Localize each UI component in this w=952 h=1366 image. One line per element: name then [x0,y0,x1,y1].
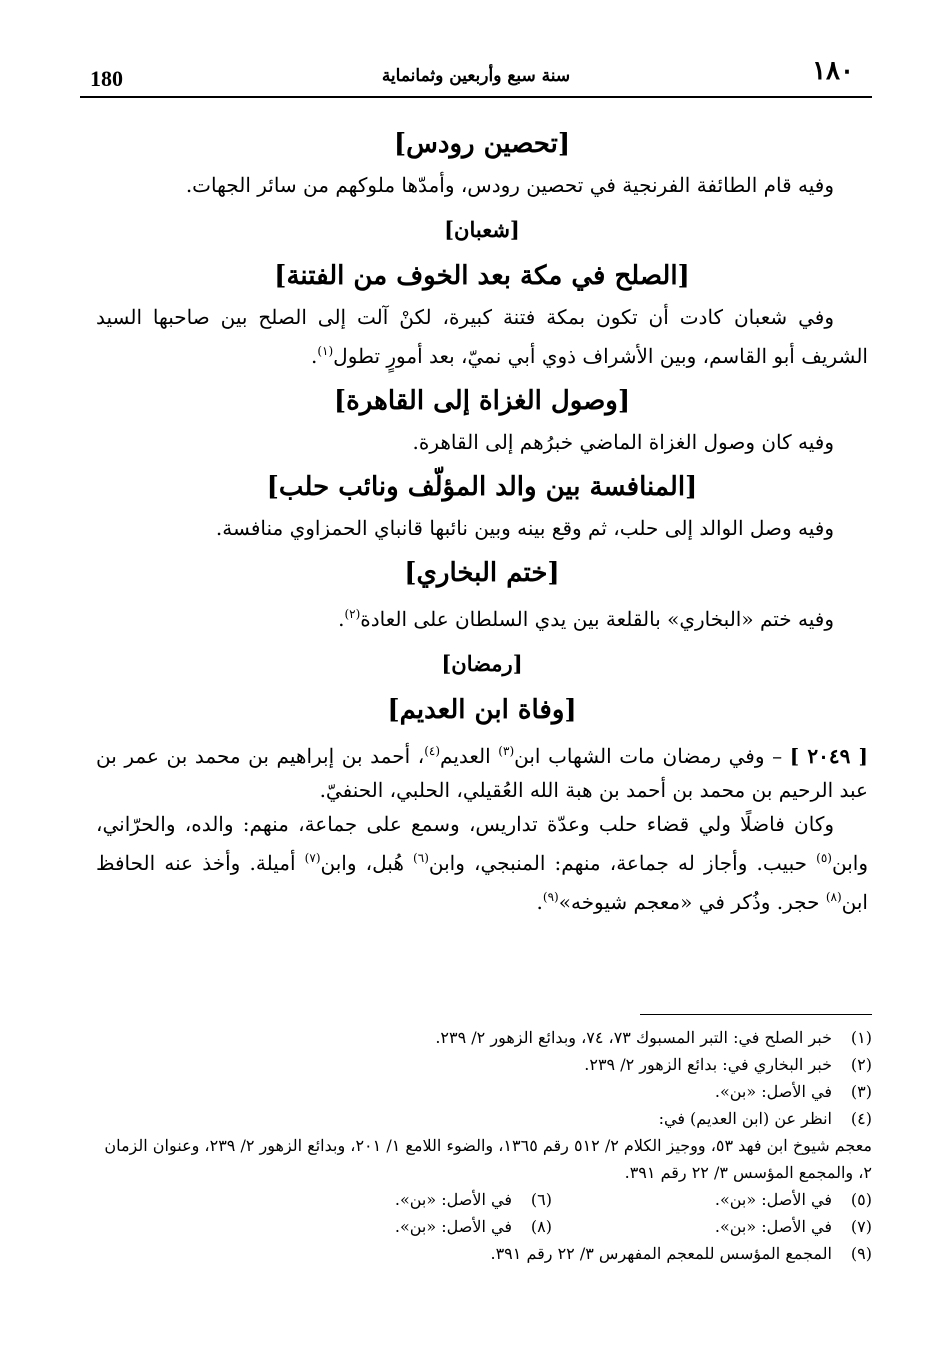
paragraph: وفيه ختم «البخاري» بالقلعة بين يدي السلطان على العادة$^{(٢)}$. [338,607,834,631]
footnote-ref: (١) [317,344,334,358]
section-heading: [ختم البخاري] [404,558,560,588]
footnotes [96,1024,872,1267]
footnote: (٤) انظر عن (ابن العديم) في: [658,1109,872,1128]
paragraph: وفيه وصل الوالد إلى حلب، ثم وقع بينه وبين نائبها قانباي الحمزاوي منافسة. [215,516,834,540]
section-heading: [الصلح في مكة بعد الخوف من الفتنة] [274,261,690,291]
footnote: (٨) في الأصل: «بن». [394,1217,552,1236]
footnote: (٧) في الأصل: «بن». [714,1217,872,1236]
section-heading: [تحصين رودس] [393,129,571,159]
footnote-ref: (٤) [424,744,441,758]
footnote-pair [96,1186,872,1213]
biography-paragraph: [ ٢٠٤٩ ] – وفي رمضان مات الشهاب ابن$^{(٣)}$ العديم$^{(٤)}$، أحمد بن إبراهيم بن محمد بن عمر بن عبد الرحيم بن محمد بن أحمد بن هبة الله العُقيلي، الحلبي، الحنفيّ. [96,744,869,802]
main-text [96,116,868,919]
footnote: (٦) في الأصل: «بن». [394,1190,552,1209]
footnote-ref: (٥) [816,851,832,865]
month-heading: [شعبان] [444,217,520,242]
paragraph: وفي شعبان كادت أن تكون بمكة فتنة كبيرة، لكنْ آلت إلى الصلح بين صاحبها السيد الشريف أبو القاسم، وبين الأشراف ذوي أبي نميّ، بعد أمورٍ تطول$^{(١)}$. [96,305,868,368]
paragraph: وفيه قام الطائفة الفرنجية في تحصين رودس، وأمدّها ملوكهم من سائر الجهات. [185,173,834,197]
header-rule [80,96,872,98]
footnote-rule [640,1014,872,1015]
footnote-ref: (٨) [825,890,842,904]
section-heading: [وصول الغزاة إلى القاهرة] [333,386,631,416]
footnote: (١) خبر الصلح في: التبر المسبوك ٧٣، ٧٤، وبدائع الزهور ٢/ ٢٣٩. [435,1028,872,1047]
page-number-latin: 180 [90,66,123,91]
footnote-ref: (٧) [304,851,321,865]
page-header [80,52,872,96]
month-heading: [رمضان] [441,651,523,676]
footnote-ref: (٢) [344,607,361,621]
footnote: (٥) في الأصل: «بن». [714,1190,872,1209]
footnote: (٣) في الأصل: «بن». [714,1082,872,1101]
footnote-ref: (٣) [498,744,515,758]
entry-number: [ ٢٠٤٩ ] [789,744,869,768]
footnote-ref: (٦) [413,851,429,865]
footnote: (٩) المجمع المؤسس للمعجم المفهرس ٣/ ٢٢ رقم ٣٩١. [490,1244,872,1263]
section-heading: [وفاة ابن العديم] [387,695,577,725]
section-heading: [المنافسة بين والد المؤلّف ونائب حلب] [266,472,698,502]
footnote: (٢) خبر البخاري في: بدائع الزهور ٢/ ٢٣٩. [584,1055,872,1074]
page-number-arabic: ١٨٠ [812,56,854,86]
footnote-continuation: معجم شيوخ ابن فهد ٥٣، ووجيز الكلام ٢/ ٥١٢ رقم ١٣٦٥، والضوء اللامع ١/ ٢٠١، وبدائع الزهور ٢/ ٢٣٩، وعنوان الزمان ٢، والمجمع المؤسس ٣/ ٢٢ رقم ٣٩١. [104,1136,872,1182]
footnote-ref: (٩) [542,890,559,904]
biography-paragraph: وكان فاضلًا ولي قضاء حلب وعدّة تداريس، وسمع على جماعة، منهم: والده، والحرّاني، وابن$^{(٥)}$ حبيب. وأجاز له جماعة، منهم: المنبجي، وابن$^{(٦)}$ هُبل، وابن$^{(٧)}$ أميلة. وأخذ عنه الحافظ ابن$^{(٨)}$ حجر. وذُكر في «معجم شيوخه»$^{(٩)}$. [96,812,868,914]
paragraph: وفيه كان وصول الغزاة الماضي خبرُهم إلى القاهرة. [412,430,834,454]
running-title: سنة سبع وأربعين وثمانماية [381,66,571,86]
footnote-pair [96,1213,872,1240]
